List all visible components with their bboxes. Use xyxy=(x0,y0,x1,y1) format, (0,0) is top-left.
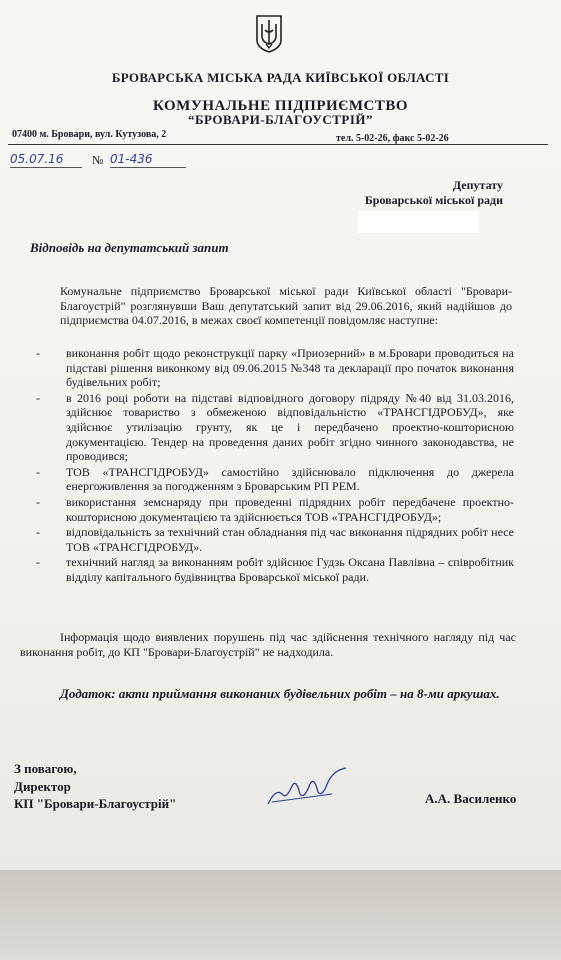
enterprise-type: КОМУНАЛЬНЕ ПІДПРИЄМСТВО xyxy=(152,98,408,114)
addressee-line-1: Депутату xyxy=(452,178,503,192)
handwritten-signature-icon xyxy=(262,764,352,812)
registration-date: 05.07.16 xyxy=(10,151,82,168)
signature-block xyxy=(14,760,176,813)
bullet-dash: - xyxy=(36,494,40,509)
list-item xyxy=(36,525,514,554)
items-list xyxy=(36,346,514,586)
list-item-text: в 2016 році роботи на підставі відповідного договору підряду №40 від 31.03.2016, здійснює товариство з обмеженою відповідальністю «ТРАНСГІДРОБУД», яке здійснює утилізацію грунту, як це і передбачено проектно-кошторисною документацією. Тендер на проведення даних робіт згідно чинного законодавства, не проводився; xyxy=(66,390,514,464)
bullet-dash: - xyxy=(36,390,40,405)
council-name: БРОВАРСЬКА МІСЬКА РАДА КИЇВСЬКОЇ ОБЛАСТІ xyxy=(111,70,450,85)
bullet-dash: - xyxy=(36,525,40,540)
list-item xyxy=(36,495,514,524)
info-paragraph: Інформація щодо виявлених порушень під час здійснення технічного нагляду під час виконання робіт, до КП "Бровари-Благоустрій" не надходила. xyxy=(20,630,516,659)
intro-paragraph: Комунальне підприємство Броварської міської ради Київської області "Бровари-Благоустрій" розглянувши Ваш депутатський запит від 29.06.2016, який надійшов до підприємства 04.07.2016, в межах своєї компетенції повідомляє наступне: xyxy=(60,284,512,328)
list-item-text: використання земснаряду при проведенні підрядних робіт передбачене проектно-кошторисною документацією та здійснюється ТОВ «ТРАНСГІДРОБУД»; xyxy=(66,494,514,524)
list-item-text: технічний нагляд за виконанням робіт здійснює Гудзь Оксана Павлівна – співробітник відділу капітального будівництва Броварської міської ради. xyxy=(66,555,514,584)
postal-address: 07400 м. Бровари, вул. Кутузова, 2 xyxy=(12,129,167,140)
signer-organization: КП "Бровари-Благоустрій" xyxy=(14,796,177,811)
letter-subject: Відповідь на депутатський запит xyxy=(30,240,229,255)
closing-line: З повагою, xyxy=(14,761,77,776)
enterprise-name: “БРОВАРИ-БЛАГОУСТРІЙ” xyxy=(187,112,374,127)
bullet-dash: - xyxy=(36,346,40,360)
list-item xyxy=(36,555,514,584)
list-item-text: виконання робіт щодо реконструкції парку «Приозерний» в м.Бровари проводиться на підставі рішення виконкому від 09.06.2015 №348 та декларації про початок виконання будівельних робіт; xyxy=(66,346,514,390)
signer-name: А.А. Василенко xyxy=(425,791,517,806)
header-divider xyxy=(8,144,548,145)
list-item xyxy=(36,465,514,494)
list-item-text: відповідальність за технічний стан обладнання під час виконання підрядних робіт несе ТОВ «ТРАНСГІДРОБУД». xyxy=(66,525,514,554)
bullet-dash: - xyxy=(36,555,40,570)
list-item xyxy=(36,391,514,464)
desk-background xyxy=(0,870,561,960)
addressee-line-2: Броварської міської ради xyxy=(364,193,503,207)
list-item xyxy=(36,346,514,390)
trident-coat-of-arms-icon xyxy=(255,14,283,54)
addressee-block xyxy=(365,178,503,208)
bullet-dash: - xyxy=(36,464,40,479)
signer-position: Директор xyxy=(14,778,71,794)
registration-number: 01-436 xyxy=(110,151,186,168)
redaction-box xyxy=(358,211,479,233)
attachment-note: Додаток: акти приймання виконаних будівельних робіт – на 8-ми аркушах. xyxy=(60,686,500,701)
registration-number-label: № xyxy=(92,153,104,167)
phone-fax: тел. 5-02-26, факс 5-02-26 xyxy=(336,133,449,144)
list-item-text: ТОВ «ТРАНСГІДРОБУД» самостійно здійснювало підключення до джерела енергоживлення за погодженням з Броварським РП РЕМ. xyxy=(66,464,514,494)
